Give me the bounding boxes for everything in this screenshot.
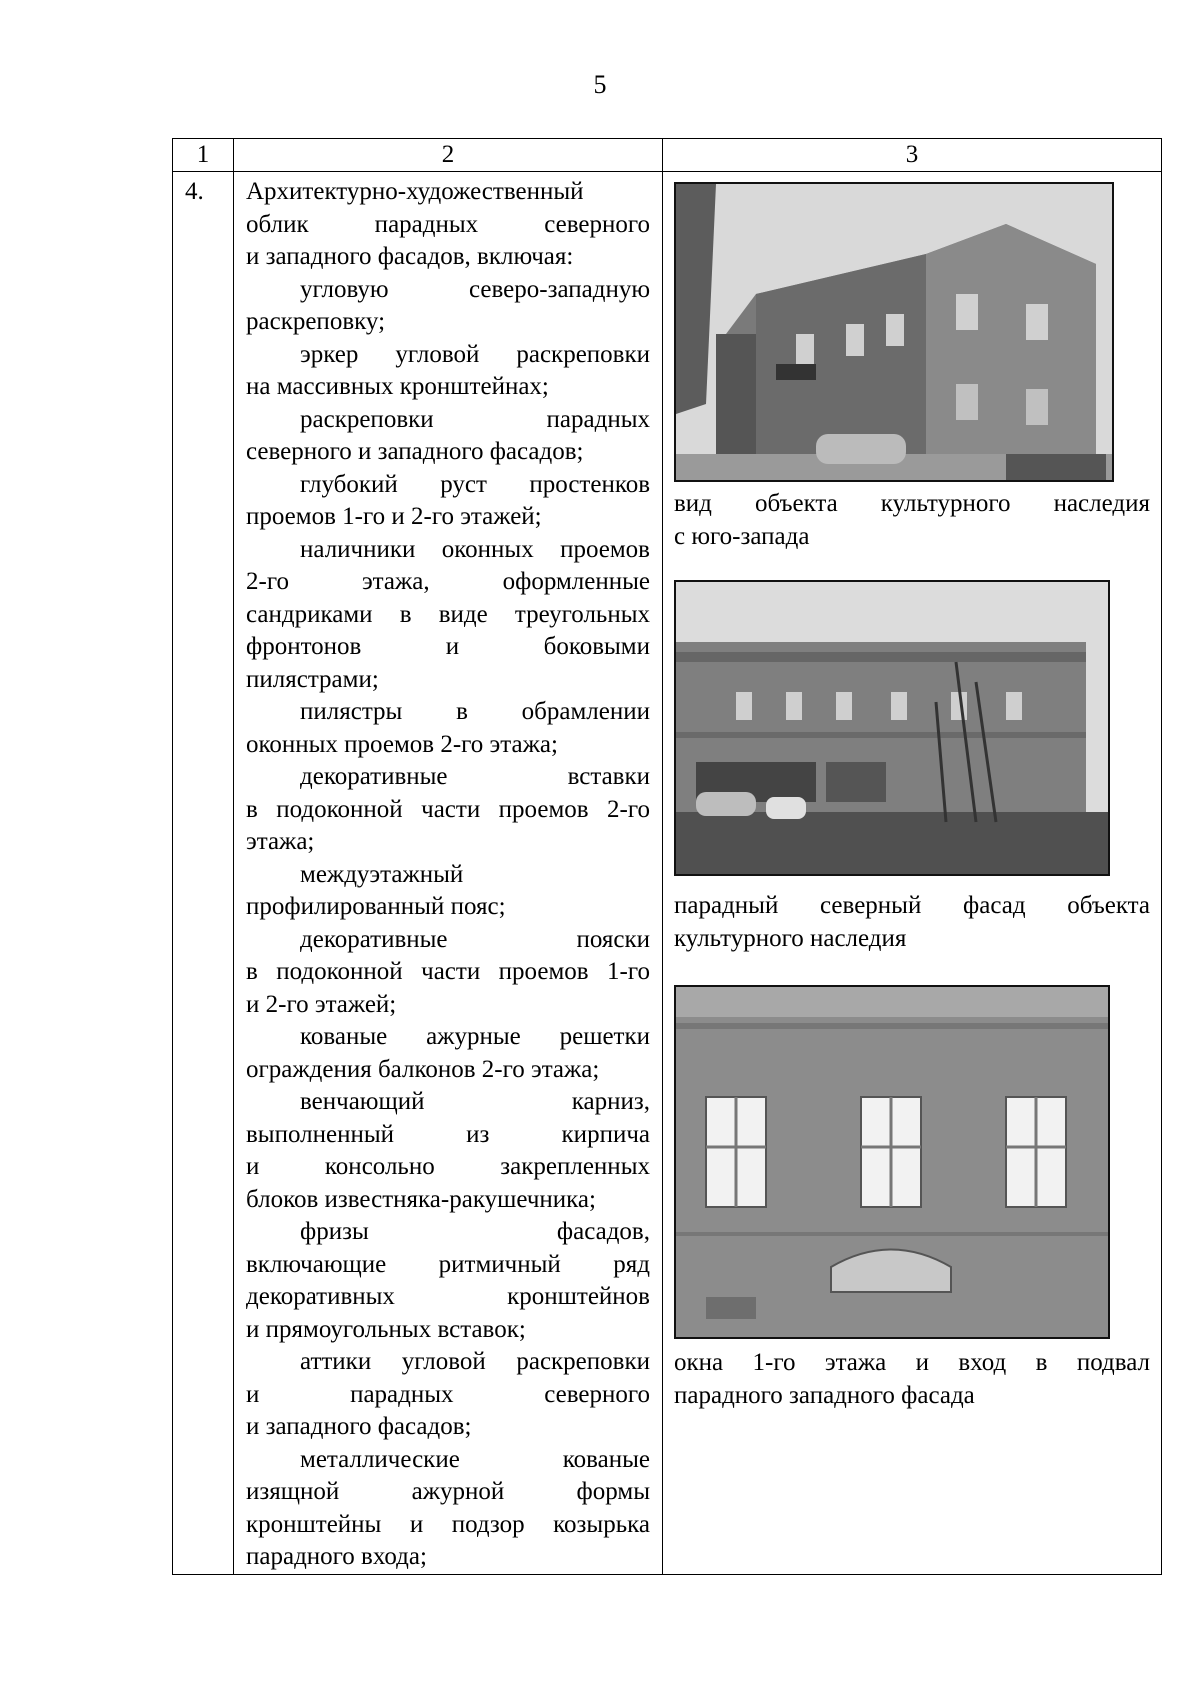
- building-photo-north-facade: [674, 580, 1110, 876]
- description-line: металлические кованые: [300, 1445, 650, 1473]
- description-line: междуэтажный: [300, 860, 464, 888]
- description-line: 2-го этажа, оформленные: [246, 568, 650, 595]
- description-line: в подоконной части проемов 2-го: [246, 795, 650, 823]
- photo-caption: [674, 488, 1150, 553]
- description-line: эркер угловой раскреповки: [300, 340, 650, 368]
- description-line: пилястрами;: [246, 665, 379, 693]
- description-line: и прямоугольных вставок;: [246, 1315, 526, 1343]
- description-line: глубокий руст простенков: [300, 470, 650, 498]
- photo-caption: [674, 1347, 1150, 1412]
- header-col-2: 2: [234, 139, 663, 172]
- description-line: и западного фасадов;: [246, 1413, 472, 1440]
- description-line: раскреповки парадных: [300, 405, 650, 433]
- header-col-1: 1: [173, 139, 234, 172]
- description-line: сандриками в виде треугольных: [246, 600, 650, 628]
- description-line: и 2-го этажей;: [246, 990, 397, 1018]
- description-line: венчающий карниз,: [300, 1088, 650, 1115]
- description-line: и консольно закрепленных: [246, 1153, 650, 1180]
- description-line: фризы фасадов,: [300, 1218, 650, 1245]
- caption-line: окна 1-го этажа и вход в подвал: [674, 1349, 1150, 1376]
- description-cell: [234, 172, 663, 1575]
- description-line: Архитектурно-художественный: [246, 178, 584, 205]
- table-header-row: [173, 139, 1162, 172]
- description-line: блоков известняка-ракушечника;: [246, 1185, 596, 1213]
- caption-line: парадный северный фасад объекта: [674, 892, 1150, 919]
- photos-cell: [663, 172, 1162, 1575]
- description-line: на массивных кронштейнах;: [246, 373, 549, 400]
- caption-line: с юго-запада: [674, 522, 810, 550]
- description-line: аттики угловой раскреповки: [300, 1348, 650, 1375]
- row-number: 4.: [173, 172, 234, 1575]
- description-line: парадного входа;: [246, 1543, 427, 1570]
- description-line: декоративных кронштейнов: [246, 1283, 650, 1310]
- table-row: [173, 172, 1162, 1575]
- description-line: в подоконной части проемов 1-го: [246, 958, 650, 985]
- building-photo-southwest: [674, 182, 1114, 482]
- description-line: и западного фасадов, включая:: [246, 243, 574, 270]
- description-line: северного и западного фасадов;: [246, 438, 584, 465]
- description-line: угловую северо-западную: [300, 275, 650, 303]
- description-line: раскреповку;: [246, 308, 386, 335]
- description-line: облик парадных северного: [246, 210, 650, 238]
- description-line: кованые ажурные решетки: [300, 1023, 650, 1050]
- description-line: этажа;: [246, 828, 315, 855]
- description-line: выполненный из кирпича: [246, 1120, 650, 1148]
- page-number: 5: [593, 70, 607, 99]
- description-line: и парадных северного: [246, 1380, 650, 1408]
- description-line: кронштейны и подзор козырька: [246, 1510, 650, 1538]
- heritage-elements-table: [172, 138, 1162, 1575]
- description-line: изящной ажурной формы: [246, 1478, 650, 1505]
- description-line: фронтонов и боковыми: [246, 633, 650, 660]
- description-line: декоративные вставки: [300, 763, 650, 790]
- description-line: пилястры в обрамлении: [300, 698, 650, 725]
- description-line: наличники оконных проемов: [300, 535, 650, 563]
- caption-line: парадного западного фасада: [674, 1381, 975, 1409]
- building-photo-windows-basement: [674, 985, 1110, 1339]
- description-line: профилированный пояс;: [246, 893, 506, 920]
- header-col-3: 3: [663, 139, 1162, 172]
- description-line: включающие ритмичный ряд: [246, 1250, 650, 1278]
- description-line: проемов 1-го и 2-го этажей;: [246, 503, 542, 530]
- description-line: ограждения балконов 2-го этажа;: [246, 1055, 600, 1083]
- description-line: оконных проемов 2-го этажа;: [246, 730, 558, 758]
- photo-caption: [674, 890, 1150, 955]
- description-line: декоративные пояски: [300, 925, 650, 953]
- caption-line: культурного наследия: [674, 924, 907, 952]
- caption-line: вид объекта культурного наследия: [674, 490, 1150, 517]
